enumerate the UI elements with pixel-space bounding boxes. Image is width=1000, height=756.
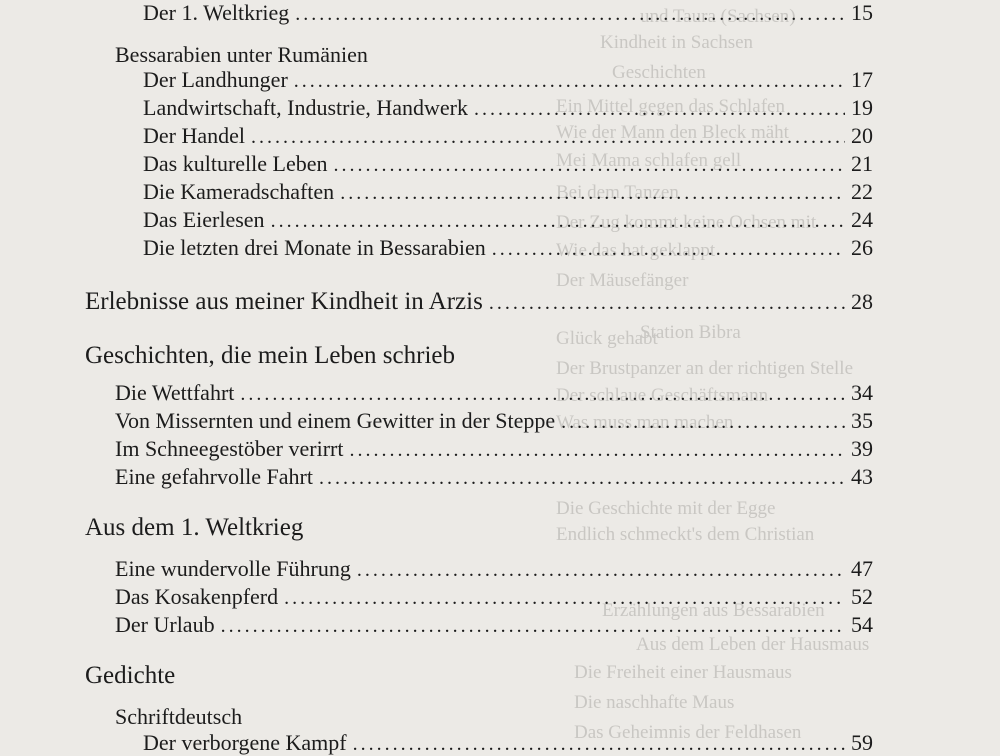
faint-line: Die naschhafte Maus <box>574 692 735 713</box>
toc-entry-page: 19 <box>851 95 873 120</box>
toc-entry <box>143 123 873 149</box>
faint-line: Bei dem Tanzen <box>556 182 679 203</box>
dot-leader <box>474 98 845 121</box>
toc-section-title: Erlebnisse aus meiner Kindheit in Arzis <box>85 288 483 315</box>
toc-entry <box>143 95 873 121</box>
toc-entry-page: 26 <box>851 235 873 260</box>
toc-entry-title: Der Handel <box>143 123 246 148</box>
toc-entry-title: Das Kosakenpferd <box>115 584 279 609</box>
dot-leader <box>561 411 845 434</box>
toc-entry-title: Landwirtschaft, Industrie, Handwerk <box>143 95 469 120</box>
toc-entry <box>115 436 873 462</box>
faint-line: Mei Mama schlafen gell <box>556 150 742 171</box>
dot-leader <box>294 70 845 93</box>
toc-subsection-heading: Bessarabien unter Rumänien <box>115 42 368 67</box>
toc-entry-title: Der Urlaub <box>115 612 215 637</box>
toc-section <box>85 288 873 316</box>
toc-entry-page: 59 <box>851 730 873 755</box>
toc-entry <box>115 556 873 582</box>
dot-leader <box>251 126 845 149</box>
toc-entry-page: 34 <box>851 380 873 405</box>
toc-entry-title: Eine gefahrvolle Fahrt <box>115 464 313 489</box>
toc-entry-page: 24 <box>851 207 873 232</box>
faint-line: und Taura (Sachsen) <box>640 6 796 27</box>
dot-leader <box>240 383 845 406</box>
toc-entry-page: 21 <box>851 151 873 176</box>
toc-entry-page: 47 <box>851 556 873 581</box>
dot-leader <box>221 615 845 638</box>
toc-entry <box>115 584 873 610</box>
faint-line: Der Mäusefänger <box>556 270 689 291</box>
toc-entry <box>143 730 873 756</box>
dot-leader <box>492 238 845 261</box>
toc-entry-title: Der verborgene Kampf <box>143 730 347 755</box>
dot-leader <box>334 154 846 177</box>
faint-line: Aus dem Leben der Hausmaus <box>636 634 870 655</box>
toc-entry <box>115 612 873 638</box>
dot-leader <box>284 587 845 610</box>
toc-entry-page: 52 <box>851 584 873 609</box>
faint-line: Der Brustpanzer an der richtigen Stelle <box>556 358 854 379</box>
toc-entry-page: 15 <box>851 0 873 25</box>
faint-line: Geschichten <box>612 62 706 83</box>
toc-section-heading: Geschichten, die mein Leben schrieb <box>85 342 455 369</box>
toc-entry <box>143 207 873 233</box>
toc-entry <box>143 67 873 93</box>
toc-entry <box>115 380 873 406</box>
faint-line: Die Freiheit einer Hausmaus <box>574 662 792 683</box>
faint-line: Das Geheimnis der Feldhasen <box>574 722 802 743</box>
toc-subsection-heading: Schriftdeutsch <box>115 704 243 729</box>
toc-entry-page: 35 <box>851 408 873 433</box>
dot-leader <box>319 467 845 490</box>
faint-line: Wie das hat geklappt <box>556 240 716 261</box>
toc-section-heading: Aus dem 1. Weltkrieg <box>85 514 304 541</box>
dot-leader <box>357 559 845 582</box>
toc-entry-title: Das kulturelle Leben <box>143 151 328 176</box>
dot-leader <box>349 439 845 462</box>
faint-line: Wie der Mann den Bleck mäht <box>556 122 789 143</box>
toc-entry-title: Der 1. Weltkrieg <box>143 0 290 25</box>
toc-entry-page: 39 <box>851 436 873 461</box>
toc-entry-title: Die Wettfahrt <box>115 380 235 405</box>
dot-leader <box>489 292 845 315</box>
toc-entry-title: Eine wundervolle Führung <box>115 556 351 581</box>
toc-entry <box>115 408 873 434</box>
toc-entry-page: 17 <box>851 67 873 92</box>
toc-entry <box>115 464 873 490</box>
toc-entry-title: Die letzten drei Monate in Bessarabien <box>143 235 486 260</box>
faint-line: Kindheit in Sachsen <box>600 32 754 53</box>
toc-entry-title: Im Schneegestöber verirrt <box>115 436 344 461</box>
toc-entry-title: Der Landhunger <box>143 67 288 92</box>
toc-entry-title: Die Kameradschaften <box>143 179 335 204</box>
dot-leader <box>340 182 845 205</box>
faint-line: Station Bibra <box>640 322 741 343</box>
faint-line: Was muss man machen <box>556 412 734 433</box>
toc-entry-page: 43 <box>851 464 873 489</box>
faint-line: Die Geschichte mit der Egge <box>556 498 776 519</box>
toc-entry-page: 22 <box>851 179 873 204</box>
faint-line: Der schlaue Geschäftsmann <box>556 385 769 406</box>
toc-section-heading: Gedichte <box>85 662 176 689</box>
toc-entry <box>143 151 873 177</box>
toc-entry <box>143 0 873 26</box>
toc-entry <box>143 235 873 261</box>
faint-line: Erzählungen aus Bessarabien <box>602 600 825 621</box>
toc-entry-page: 28 <box>851 289 873 314</box>
faint-line: Endlich schmeckt's dem Christian <box>556 524 815 545</box>
toc-entry-title: Das Eierlesen <box>143 207 265 232</box>
dot-leader <box>295 3 845 26</box>
toc-entry <box>143 179 873 205</box>
dot-leader <box>271 210 845 233</box>
toc-entry-page: 54 <box>851 612 873 637</box>
faint-line: Glück gehabt <box>556 328 658 349</box>
faint-line: Der Zug kommt keine Ochsen mit <box>556 212 817 233</box>
toc-entry-page: 20 <box>851 123 873 148</box>
toc-entry-title: Von Missernten und einem Gewitter in der Steppe <box>115 408 556 433</box>
faint-line: Ein Mittel gegen das Schlafen <box>556 96 785 117</box>
dot-leader <box>353 733 845 756</box>
